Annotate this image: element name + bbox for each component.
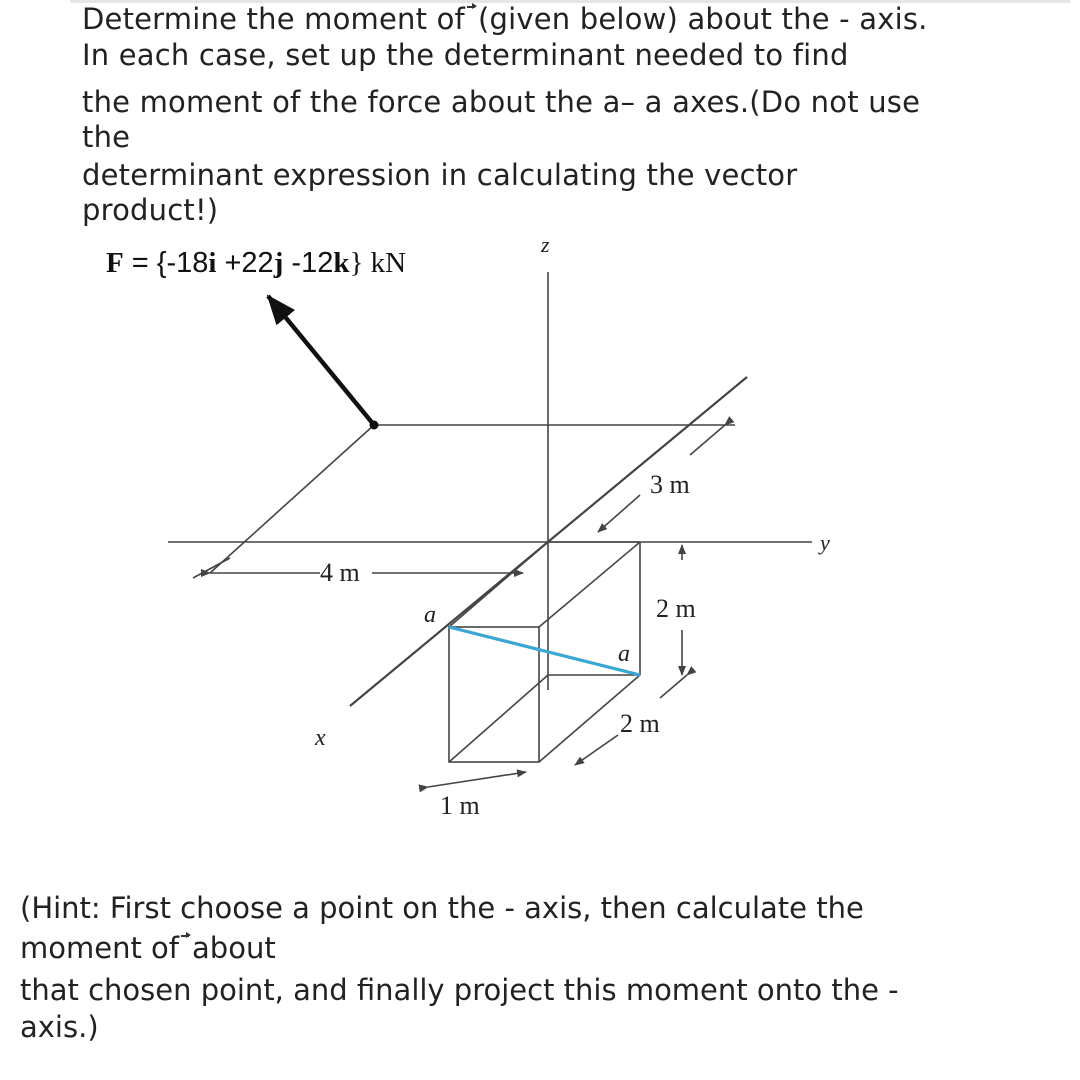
x-axis-label: x bbox=[315, 725, 326, 751]
problem-line-1-part-a: Determine the moment of bbox=[82, 2, 465, 36]
hint-line-2 bbox=[20, 931, 276, 965]
force-application-point bbox=[370, 421, 379, 430]
box-top-right-edge bbox=[539, 542, 640, 627]
problem-line-6: product!) bbox=[82, 193, 219, 227]
z-axis-label: z bbox=[541, 232, 550, 257]
hint-line-1: (Hint: First choose a point on the - axis, then calculate the bbox=[20, 891, 864, 925]
problem-line-4: the bbox=[82, 120, 131, 154]
dim-1m-label: 1 m bbox=[440, 791, 480, 820]
dim-4m-label: 4 m bbox=[320, 558, 360, 587]
force-i: i bbox=[208, 247, 217, 279]
force-expression bbox=[106, 247, 406, 279]
vector-arrow-icon bbox=[181, 931, 190, 945]
label-a-left: a bbox=[424, 602, 436, 628]
problem-line-3: the moment of the force about the a– a axes.(Do not use bbox=[82, 85, 921, 119]
dim-2m-depth-label: 2 m bbox=[620, 709, 660, 738]
dim-2m-depth-lower bbox=[575, 735, 618, 765]
problem-line-5: determinant expression in calculating the vector bbox=[82, 158, 798, 192]
force-k: k bbox=[333, 247, 350, 279]
problem-line-1-part-b: (given below) about the - axis. bbox=[477, 2, 928, 36]
force-symbol: F bbox=[106, 247, 124, 279]
label-a-right: a bbox=[618, 641, 630, 667]
problem-line-2: In each case, set up the determinant needed to find bbox=[82, 38, 849, 72]
dim-3m-upper bbox=[690, 425, 725, 455]
force-eq: = {-18 bbox=[123, 247, 209, 279]
dim-4m-tick bbox=[193, 558, 230, 578]
box-bottom-left-edge bbox=[449, 675, 548, 762]
dim-2m-depth-upper bbox=[660, 675, 687, 698]
force-j: j bbox=[273, 247, 284, 279]
box-top-left-edge bbox=[449, 542, 548, 627]
y-axis-label: y bbox=[820, 530, 830, 555]
dim-3m-lower bbox=[598, 495, 640, 532]
force-arrow bbox=[268, 296, 374, 425]
force-mid1: +22 bbox=[216, 247, 274, 279]
force-end: } kN bbox=[349, 247, 407, 279]
dim-3m-label: 3 m bbox=[650, 470, 690, 499]
hint-line-2-part-b: about bbox=[192, 931, 276, 965]
dim-1m bbox=[428, 772, 526, 787]
hint-line-2-part-a: moment of bbox=[20, 931, 180, 965]
a-a-axis-line bbox=[449, 627, 640, 675]
force-mid2: -12 bbox=[283, 247, 334, 279]
dim-2m-vertical-label: 2 m bbox=[656, 594, 696, 623]
force-diagonal-line bbox=[210, 425, 374, 573]
hint-line-3: that chosen point, and finally project this moment onto the - bbox=[20, 973, 899, 1007]
hint-line-4: axis.) bbox=[20, 1010, 99, 1044]
